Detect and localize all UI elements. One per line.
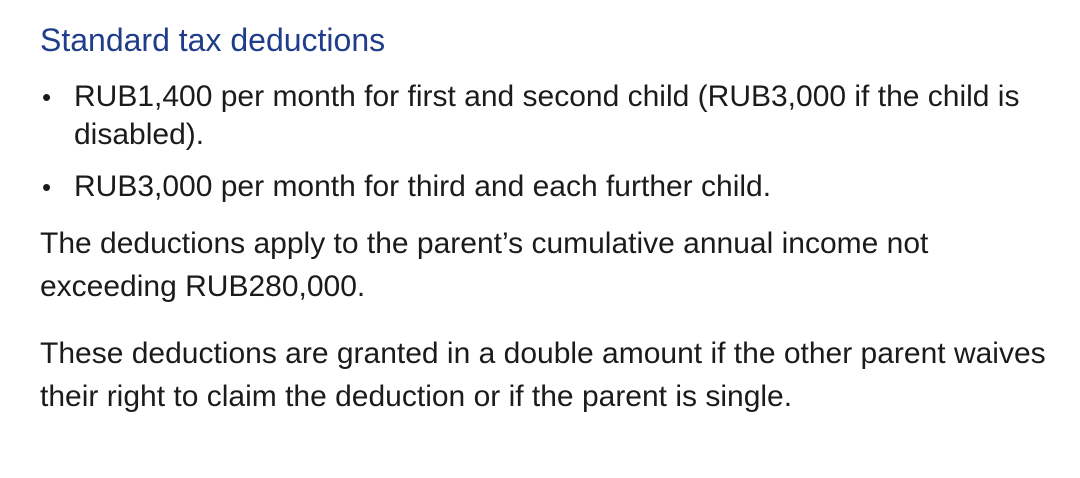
article-section bbox=[40, 18, 1050, 418]
list-item-text: RUB1,400 per month for first and second child (RUB3,000 if the child is disabled). bbox=[74, 80, 1020, 151]
list-item bbox=[40, 78, 1050, 154]
income-limit-paragraph: The deductions apply to the parent’s cumulative annual income not exceeding RUB280,000. bbox=[40, 227, 929, 303]
list-item bbox=[40, 168, 1050, 206]
bullet-icon: • bbox=[42, 172, 52, 202]
deduction-list bbox=[40, 78, 1050, 206]
bullet-icon: • bbox=[42, 82, 52, 112]
list-item-text: RUB3,000 per month for third and each further child. bbox=[74, 170, 772, 203]
section-heading: Standard tax deductions bbox=[40, 22, 386, 58]
double-amount-paragraph: These deductions are granted in a double amount if the other parent waives their right to claim the deduction or if the parent is single. bbox=[40, 337, 1046, 413]
